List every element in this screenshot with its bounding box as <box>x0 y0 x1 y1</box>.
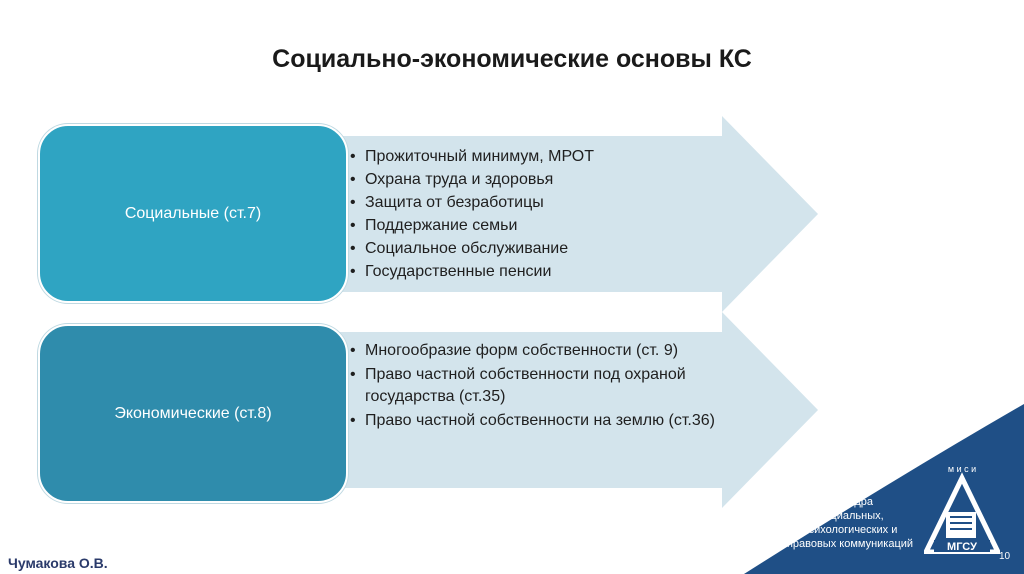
department-line: правовых коммуникаций <box>786 538 914 550</box>
logo-bottom-text: МГСУ <box>947 541 977 553</box>
social-box-label: Социальные (ст.7) <box>124 204 262 222</box>
list-item: • Охрана труда и здоровья <box>350 171 554 188</box>
list-item: • Поддержание семьи <box>350 217 518 234</box>
list-item: • Право частной собственности на землю (ст.36) <box>350 412 715 429</box>
department-line: психологических и <box>802 524 898 536</box>
department-caption <box>770 495 930 551</box>
economic-box <box>38 324 348 503</box>
author-name: Чумакова О.В. <box>8 555 108 571</box>
list-item: • Социальное обслуживание <box>350 240 569 257</box>
department-line: Кафедра <box>826 496 874 508</box>
list-item: • Защита от безработицы <box>350 194 544 211</box>
social-box <box>38 124 348 303</box>
list-item: • Прожиточный минимум, МРОТ <box>350 148 594 165</box>
logo-top-text: м и с и <box>947 464 977 474</box>
list-item: • Государственные пенсии <box>350 263 552 280</box>
list-item: • Право частной собственности под охраной государства (ст.35) <box>350 366 686 405</box>
social-list <box>350 145 730 283</box>
economic-list <box>350 340 740 434</box>
slide-title: Социально-экономические основы КС <box>272 45 752 73</box>
page-number: 10 <box>999 551 1011 562</box>
department-line: Социальных, <box>816 510 884 522</box>
mgsu-logo <box>924 462 1000 554</box>
list-item: • Многообразие форм собственности (ст. 9) <box>350 342 679 359</box>
economic-box-label: Экономические (ст.8) <box>114 404 272 422</box>
